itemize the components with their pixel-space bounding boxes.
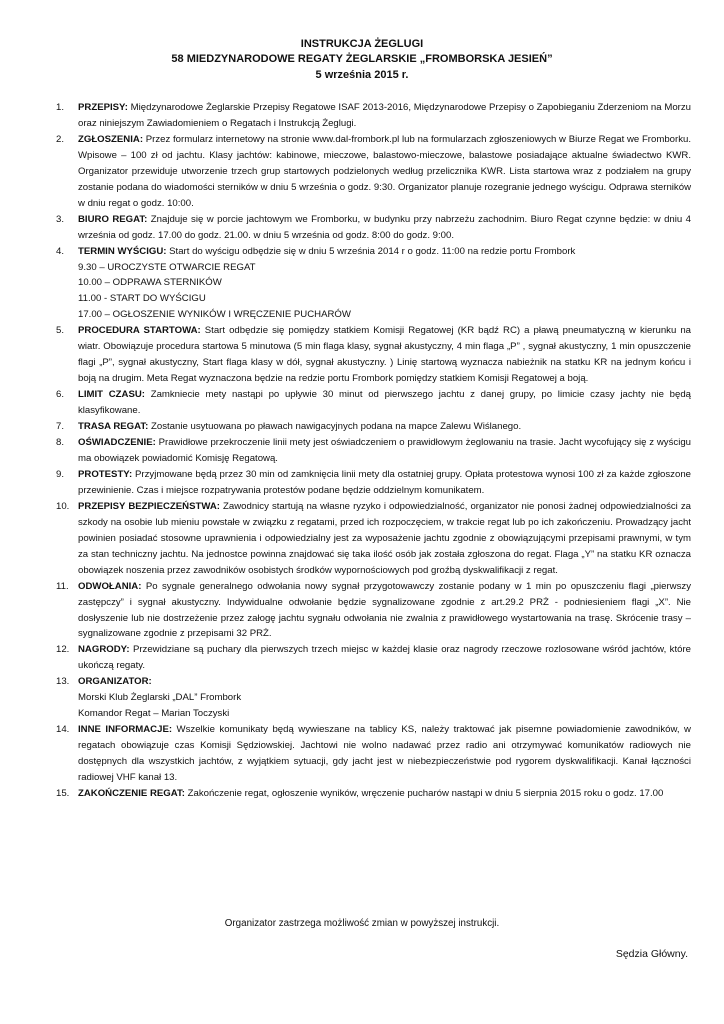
list-item <box>56 323 691 387</box>
item-number: 9. <box>56 468 65 480</box>
item-number: 11. <box>56 580 69 592</box>
item-label: PRZEPISY BEZPIECZEŃSTWA: <box>78 500 220 512</box>
event-title: 58 MIEDZYNARODOWE REGATY ŻEGLARSKIE „FROMBORSKA JESIEŃ” <box>171 53 553 65</box>
item-label: LIMIT CZASU: <box>78 389 145 401</box>
item-number: 1. <box>56 102 65 113</box>
list-item <box>56 579 691 643</box>
item-number: 3. <box>56 213 65 225</box>
item-text: Zamkniecie mety nastąpi po upływie 30 minut od pierwszego jachtu z danej grupy, po limicie czasy jachty nie będą klasyfikowane. <box>78 389 692 417</box>
item-text: Start do wyścigu odbędzie się w dniu 5 września 2014 r o godz. 11:00 na redzie portu Frombork <box>166 245 576 257</box>
event-date: 5 września 2015 r. <box>315 69 409 81</box>
item-number: 14. <box>56 724 70 736</box>
item-text: Przez formularz internetowy na stronie www.dal-frombork.pl lub na formularzach zgłoszeniowych w Biurze Regat we Fromborku. Wpisowe – 100 zł od jachtu. Klasy jachtów: kabinowe, mieczowe, balastowo-mieczowe, balastowe posiadające aktualne świadectwo KWR. Organizator przewiduje utworzenie trzech grup startowych podzielonych według przelicznika KWR. Lista startowa wraz z podziałem na grupy zostanie podana do wiadomości sterników w dniu 5 września o godz. 9:30. Organizator planuje rozegranie jednego wyścigu. Odprawa sterników w dniu regat o godz. 10:00. <box>78 133 691 209</box>
item-label: ORGANIZATOR: <box>78 676 152 688</box>
item-text: Start odbędzie się pomiędzy statkiem Komisji Regatowej (KR bądź RC) a pławą pneumatyczną w kierunku na wiatr. Obowiązuje procedura startowa 5 minutowa (5 min flaga klasy, sygnał akustyczny, 4 min flaga „P” , sygnał akustyczny, 1 min opuszczenie flagi „P”, sygnał akustyczny, Start flaga klasy w dół, sygnał akustyczny. ) Linię startową wyznacza nabieżnik na statku KR na jednym końcu i boją na drugim. Meta Regat wyznaczona będzie na redzie portu Frombork pomiędzy statkiem Komisji Regatowej a boją. <box>78 325 692 385</box>
item-number: 4. <box>56 245 65 257</box>
list-item <box>56 132 691 212</box>
item-label: PROCEDURA STARTOWA: <box>78 325 201 337</box>
item-number: 15. <box>56 787 70 799</box>
item-text: Zakończenie regat, ogłoszenie wyników, wręczenie pucharów nastąpi w dniu 5 sierpnia 2015 roku o godz. 17.00 <box>184 787 664 799</box>
list-item <box>56 722 691 786</box>
item-label: ZGŁOSZENIA: <box>78 133 144 145</box>
item-label: NAGRODY: <box>78 644 130 656</box>
list-item <box>56 244 691 324</box>
item-number: 13. <box>56 676 70 688</box>
list-item <box>56 419 691 435</box>
document-title: INSTRUKCJA ŻEGLUGI <box>300 38 424 50</box>
item-label: ODWOŁANIA: <box>78 580 142 592</box>
item-number: 8. <box>56 437 65 449</box>
list-item <box>56 499 691 579</box>
item-text: Przyjmowane będą przez 30 min od zamknięcia linii mety dla ostatniej grupy. Opłata protestowa wynosi 100 zł za każde zgłoszone przewinienie. Czas i miejsce rozpatrywania protestów podane będzie oddzielnym komunikatem. <box>78 468 691 496</box>
item-subline: 17.00 – OGŁOSZENIE WYNIKÓW I WRĘCZENIE PUCHARÓW <box>78 309 351 321</box>
item-label: TERMIN WYŚCIGU: <box>78 245 167 257</box>
item-label: ZAKOŃCZENIE REGAT: <box>78 787 185 799</box>
list-item <box>56 100 691 132</box>
list-item <box>56 212 691 244</box>
item-number: 10. <box>56 500 70 512</box>
item-subline: Komandor Regat – Marian Toczyski <box>78 708 230 720</box>
item-number: 2. <box>56 133 65 145</box>
item-subline: 11.00 - START DO WYŚCIGU <box>78 293 206 305</box>
list-item <box>56 387 691 419</box>
item-number: 7. <box>56 421 65 433</box>
item-text: Zostanie usytuowana po pławach nawigacyjnych podana na mapce Zalewu Wiślanego. <box>148 421 522 433</box>
item-label: TRASA REGAT: <box>78 421 149 433</box>
item-text: Międzynarodowe Żeglarskie Przepisy Regatowe ISAF 2013-2016, Międzynarodowe Przepisy o Zapobieganiu Zderzeniom na Morzu oraz niniejszym Zawiadomieniem o Regatach i Instrukcją Żeglugi. <box>78 102 691 129</box>
list-item <box>56 467 691 499</box>
item-text: Znajduje się w porcie jachtowym we Fromborku, w budynku przy nabrzeżu zachodnim. Biuro Regat czynne będzie: w dniu 4 września od godz. 17.00 do godz. 21.00. w dniu 5 września od godz. 8:00 do godz. 9:00. <box>78 213 692 241</box>
item-subline: 10.00 – ODPRAWA STERNIKÓW <box>78 277 222 289</box>
item-number: 6. <box>56 389 65 401</box>
footer-note: Organizator zastrzega możliwość zmian w powyższej instrukcji. <box>224 918 500 929</box>
list-item <box>56 642 691 674</box>
item-text: Prawidłowe przekroczenie linii mety jest oświadczeniem o prawidłowym żeglowaniu na trasie. Jacht wycofujący się z wyścigu ma obowiązek powiadomić Komisję Regatową. <box>78 437 691 464</box>
item-label: OŚWIADCZENIE: <box>78 437 156 449</box>
item-text: Przewidziane są puchary dla pierwszych trzech miejsc w każdej klasie oraz nagrody rzeczowe rozlosowane wśród jachtów, które ukończą regaty. <box>78 644 691 672</box>
item-text: Zawodnicy startują na własne ryzyko i odpowiedzialność, organizator nie ponosi żadnej odpowiedzialności za szkody na osobie lub mieniu powstałe w związku z regatami, przed ich rozpoczęciem, w trakcie regat lub po ich zakończeniu. Prowadzący jacht powinien posiadać stosowne uprawnienia i odpowiedzialny jest za wyposażenie jachtu zgodnie z obowiązującymi przepisami prawnymi, w tym za stan techniczny jachtu. Na jednostce powinna znajdować się taka ilość osób jak została zgłoszona do regat. Flaga „Y” na statku KR oznacza obowiązek noszenia przez zawodników osobistych środków wypornościowych pod groźbą dyskwalifikacji z regat. <box>78 500 691 576</box>
item-number: 12. <box>56 644 70 656</box>
list-item <box>56 435 691 467</box>
item-text: Po sygnale generalnego odwołania nowy sygnał przygotowawczy zostanie podany w 1 min po opuszczeniu flagi „pierwszy zastępczy” i sygnał akustyczny. Indywidualne odwołanie będzie sygnalizowane zgodnie z art.29.2 PRŻ - podniesieniem flagi „X”. Nie dosłyszenie lub nie dostrzeżenie przez załogę jachtu sygnału odwołania nie zwalnia z prawidłowego wystartowania na trasę. Skrócenie trasy – sygnalizowane zgodnie z przepisami 32 PRŻ. <box>78 580 691 640</box>
list-item <box>56 674 691 722</box>
instruction-list <box>56 100 691 802</box>
item-text: Wszelkie komunikaty będą wywieszane na tablicy KS, należy traktować jak pisemne powiadomienie zawodników, w regatach obowiązuje czas Komisji Sędziowskiej. Jachtowi nie wolno nadawać przez radio ani otrzymywać komunikatów radiowych nie dostępnych dla wszystkich jachtów, z wyjątkiem sytuacji, gdy jacht jest w niebezpieczeństwie pod rygorem dyskwalifikacji. Kanał łączności radiowej VHF kanał 13. <box>78 724 691 784</box>
item-subline: Morski Klub Żeglarski „DAL” Frombork <box>78 692 242 704</box>
item-subline: 9.30 – UROCZYSTE OTWARCIE REGAT <box>78 261 256 273</box>
item-label: PROTESTY: <box>78 468 133 480</box>
item-label: BIURO REGAT: <box>78 213 148 225</box>
item-label: INNE INFORMACJE: <box>78 724 173 736</box>
item-label: PRZEPISY: <box>78 102 128 113</box>
signature: Sędzia Główny. <box>615 948 688 960</box>
item-number: 5. <box>56 325 65 337</box>
list-item <box>56 786 691 802</box>
